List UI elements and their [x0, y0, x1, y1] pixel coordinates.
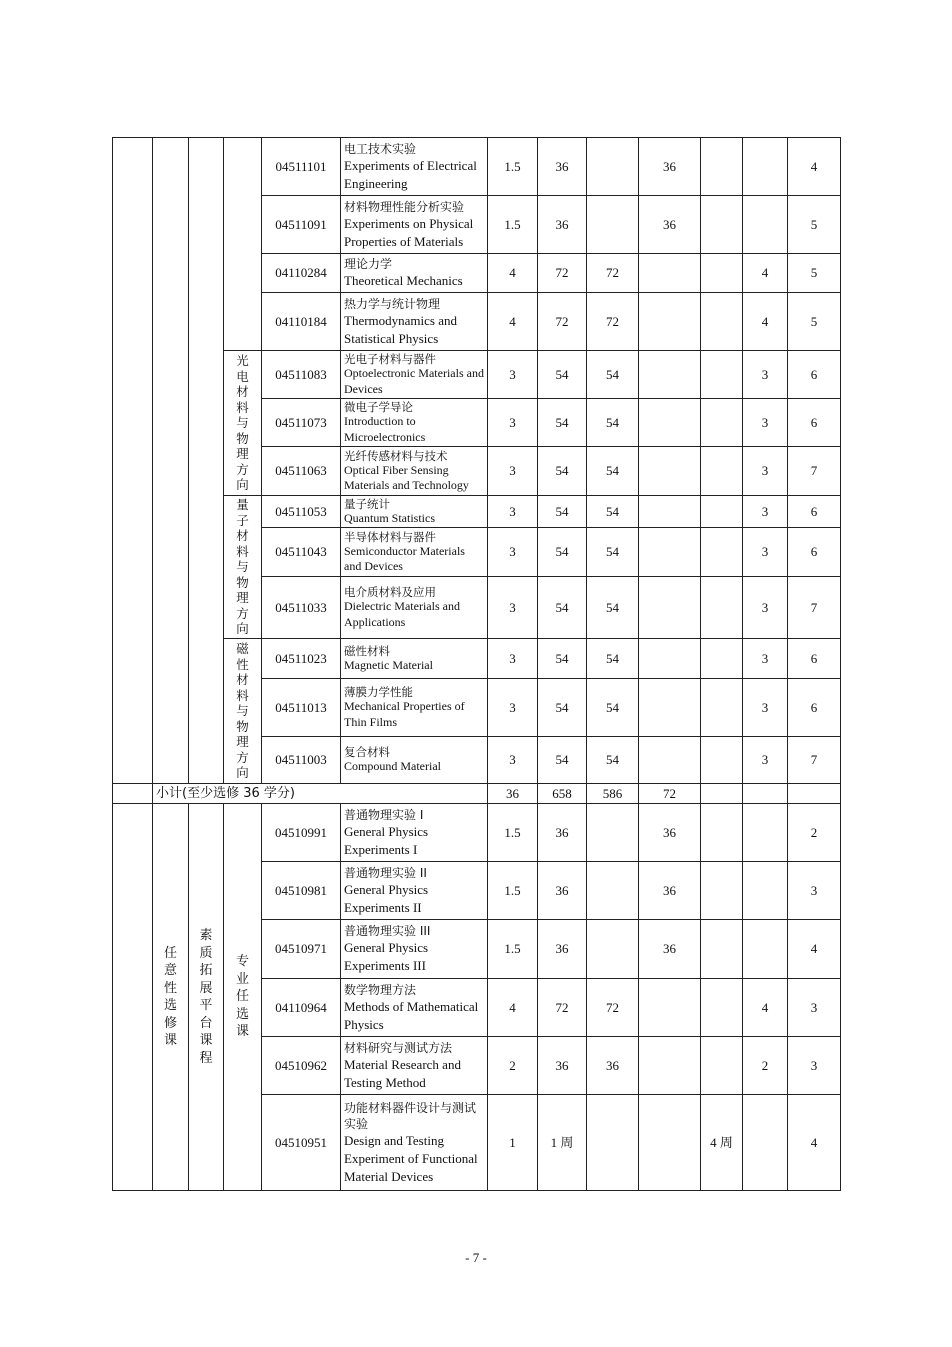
cell-semester: 6 — [788, 351, 841, 399]
cell-weekly: 3 — [743, 577, 788, 639]
cell-lecture: 54 — [587, 528, 639, 577]
cell-other — [701, 447, 743, 496]
course-name-en: Quantum Statistics — [344, 510, 435, 525]
cell-credits: 1.5 — [488, 920, 538, 979]
subtotal-label: 小计(至少选修 36 学分) — [153, 784, 488, 804]
direction-label — [189, 804, 224, 1191]
cell-credits: 1.5 — [488, 138, 538, 196]
course-name-en: Experiments of Electrical Engineering — [344, 157, 477, 191]
cell-weekly: 3 — [743, 351, 788, 399]
cell-weekly — [743, 862, 788, 920]
cell-semester: 6 — [788, 496, 841, 528]
platform-cell — [153, 138, 189, 784]
cell-semester: 5 — [788, 196, 841, 254]
cell-weekly: 3 — [743, 399, 788, 447]
course-name — [341, 496, 488, 528]
cell-credits: 3 — [488, 528, 538, 577]
cell-semester: 6 — [788, 639, 841, 679]
cell-hours: 72 — [538, 293, 587, 351]
cell-semester: 7 — [788, 577, 841, 639]
cell-lecture — [587, 920, 639, 979]
cell-lab — [639, 639, 701, 679]
cell-weekly — [743, 196, 788, 254]
cell-other — [701, 804, 743, 862]
cell-credits: 2 — [488, 1037, 538, 1095]
subtotal-hours: 658 — [538, 784, 587, 804]
course-name-en: General Physics Experiments II — [344, 881, 429, 915]
course-name-zh: 普通物理实验 III — [344, 924, 431, 938]
module-cell — [189, 138, 224, 784]
cell-hours: 1 周 — [538, 1095, 587, 1191]
cell-lecture — [587, 1095, 639, 1191]
cell-lab — [639, 447, 701, 496]
cell-other — [701, 496, 743, 528]
cell-semester: 6 — [788, 528, 841, 577]
course-name — [341, 639, 488, 679]
cell-credits: 3 — [488, 737, 538, 784]
course-code: 04511003 — [262, 737, 341, 784]
course-name-en: Theoretical Mechanics — [344, 273, 463, 288]
subtotal-semester — [788, 784, 841, 804]
cell-other — [701, 862, 743, 920]
cell-hours: 36 — [538, 804, 587, 862]
course-name — [341, 979, 488, 1037]
course-code: 04510951 — [262, 1095, 341, 1191]
course-name-zh: 光纤传感材料与技术 — [344, 448, 448, 463]
cell-hours: 54 — [538, 577, 587, 639]
course-name — [341, 254, 488, 293]
cell-credits: 3 — [488, 577, 538, 639]
cell-lab — [639, 254, 701, 293]
course-name — [341, 920, 488, 979]
course-name-en: Magnetic Material — [344, 657, 433, 672]
cell-lecture: 72 — [587, 293, 639, 351]
direction-label — [224, 351, 262, 496]
cell-semester: 4 — [788, 1095, 841, 1191]
cell-lecture: 54 — [587, 351, 639, 399]
cell-lab — [639, 679, 701, 737]
course-code: 04110964 — [262, 979, 341, 1037]
cell-lab — [639, 1095, 701, 1191]
cell-weekly: 3 — [743, 528, 788, 577]
course-code: 04510981 — [262, 862, 341, 920]
cell-weekly: 4 — [743, 979, 788, 1037]
course-code: 04510962 — [262, 1037, 341, 1095]
course-name — [341, 196, 488, 254]
category-cell — [113, 784, 153, 804]
cell-hours: 36 — [538, 1037, 587, 1095]
course-code: 04510971 — [262, 920, 341, 979]
cell-semester: 4 — [788, 920, 841, 979]
course-name-en: Optoelectronic Materials and Devices — [344, 366, 484, 396]
course-code: 04511013 — [262, 679, 341, 737]
course-name — [341, 804, 488, 862]
cell-lecture: 72 — [587, 254, 639, 293]
cell-lecture — [587, 138, 639, 196]
course-name-zh: 理论力学 — [344, 257, 393, 271]
cell-hours: 36 — [538, 138, 587, 196]
course-name-en: Material Research and Testing Method — [344, 1056, 461, 1090]
cell-semester: 5 — [788, 293, 841, 351]
cell-semester: 7 — [788, 447, 841, 496]
course-name-en: General Physics Experiments I — [344, 823, 429, 857]
cell-credits: 1 — [488, 1095, 538, 1191]
cell-other — [701, 1037, 743, 1095]
course-code: 04511043 — [262, 528, 341, 577]
course-name-zh: 量子统计 — [344, 496, 390, 511]
cell-semester: 3 — [788, 979, 841, 1037]
direction-cell-common — [224, 138, 262, 351]
vertical-text: 专业任选课 — [235, 954, 249, 1040]
cell-lecture — [587, 196, 639, 254]
course-code: 04511053 — [262, 496, 341, 528]
cell-hours: 54 — [538, 496, 587, 528]
table-row — [113, 138, 841, 196]
course-name-en: General Physics Experiments III — [344, 940, 429, 973]
course-name-en: Introduction to Microelectronics — [344, 414, 426, 444]
cell-lab — [639, 528, 701, 577]
cell-lab — [639, 1037, 701, 1095]
cell-semester: 6 — [788, 679, 841, 737]
cell-other — [701, 979, 743, 1037]
cell-weekly: 3 — [743, 679, 788, 737]
cell-credits: 3 — [488, 639, 538, 679]
cell-other: 4 周 — [701, 1095, 743, 1191]
cell-semester: 4 — [788, 138, 841, 196]
cell-lecture: 36 — [587, 1037, 639, 1095]
cell-lecture: 54 — [587, 679, 639, 737]
course-name-zh: 材料研究与测试方法 — [344, 1040, 453, 1055]
course-name-en: Semiconductor Materials and Devices — [344, 543, 465, 573]
course-name-zh: 普通物理实验 II — [344, 865, 427, 880]
cell-lecture — [587, 804, 639, 862]
cell-credits: 1.5 — [488, 862, 538, 920]
vertical-text: 光电材料与物理方向 — [236, 353, 249, 493]
cell-other — [701, 254, 743, 293]
course-code: 04511083 — [262, 351, 341, 399]
cell-lab: 36 — [639, 862, 701, 920]
course-name — [341, 528, 488, 577]
course-name-zh: 磁性材料 — [344, 643, 390, 658]
cell-hours: 54 — [538, 351, 587, 399]
subtotal-other — [701, 784, 743, 804]
cell-credits: 4 — [488, 293, 538, 351]
cell-lecture: 54 — [587, 737, 639, 784]
cell-hours: 36 — [538, 862, 587, 920]
course-code: 04511101 — [262, 138, 341, 196]
cell-weekly: 4 — [743, 254, 788, 293]
course-name-zh: 数学物理方法 — [344, 982, 417, 997]
course-name — [341, 862, 488, 920]
page-number: - 7 - — [465, 1250, 487, 1265]
course-table — [112, 137, 841, 1191]
cell-weekly: 3 — [743, 496, 788, 528]
category-cell — [113, 138, 153, 784]
cell-credits: 3 — [488, 351, 538, 399]
course-name — [341, 577, 488, 639]
vertical-text: 磁性材料与物理方向 — [236, 641, 249, 781]
direction-label — [224, 639, 262, 784]
course-name — [341, 138, 488, 196]
course-name-zh: 功能材料器件设计与测试实验 — [344, 1100, 477, 1131]
cell-hours: 54 — [538, 737, 587, 784]
cell-other — [701, 528, 743, 577]
cell-hours: 72 — [538, 254, 587, 293]
cell-lab — [639, 979, 701, 1037]
course-name-zh: 普通物理实验 I — [344, 807, 424, 822]
cell-other — [701, 351, 743, 399]
course-code: 04511091 — [262, 196, 341, 254]
cell-hours: 54 — [538, 399, 587, 447]
course-code: 04110184 — [262, 293, 341, 351]
cell-semester: 5 — [788, 254, 841, 293]
cell-credits: 4 — [488, 254, 538, 293]
cell-other — [701, 293, 743, 351]
vertical-text: 量子材料与物理方向 — [236, 497, 249, 637]
outer-cell — [113, 804, 153, 1191]
subtotal-lecture: 586 — [587, 784, 639, 804]
cell-credits: 3 — [488, 399, 538, 447]
course-name-zh: 光电子材料与器件 — [344, 352, 436, 366]
cell-lab — [639, 737, 701, 784]
course-code: 04110284 — [262, 254, 341, 293]
course-code: 04511063 — [262, 447, 341, 496]
course-name — [341, 679, 488, 737]
vertical-text: 任意性选修课 — [163, 945, 177, 1048]
cell-semester: 6 — [788, 399, 841, 447]
course-name-en: Thermodynamics and Statistical Physics — [344, 312, 457, 346]
cell-other — [701, 399, 743, 447]
cell-credits: 4 — [488, 979, 538, 1037]
course-name-zh: 材料物理性能分析实验 — [344, 199, 465, 214]
vertical-text: 素质拓展平台课程 — [199, 928, 213, 1066]
cell-other — [701, 679, 743, 737]
cell-semester: 3 — [788, 862, 841, 920]
cell-credits: 1.5 — [488, 196, 538, 254]
cell-hours: 36 — [538, 920, 587, 979]
direction-label — [153, 804, 189, 1191]
cell-weekly — [743, 920, 788, 979]
direction-label — [224, 496, 262, 639]
cell-credits: 3 — [488, 447, 538, 496]
cell-lecture: 72 — [587, 979, 639, 1037]
subtotal-credits: 36 — [488, 784, 538, 804]
cell-other — [701, 196, 743, 254]
course-name — [341, 293, 488, 351]
cell-lecture — [587, 862, 639, 920]
cell-other — [701, 639, 743, 679]
cell-lab — [639, 399, 701, 447]
cell-other — [701, 737, 743, 784]
course-code: 04511073 — [262, 399, 341, 447]
course-name-en: Mechanical Properties of Thin Films — [344, 699, 465, 729]
cell-credits: 3 — [488, 679, 538, 737]
cell-lab — [639, 577, 701, 639]
cell-weekly — [743, 804, 788, 862]
course-name-en: Dielectric Materials and Applications — [344, 599, 460, 629]
subtotal-weekly — [743, 784, 788, 804]
cell-weekly: 3 — [743, 447, 788, 496]
course-name — [341, 737, 488, 784]
course-name — [341, 1095, 488, 1191]
cell-lab — [639, 351, 701, 399]
cell-lab — [639, 496, 701, 528]
cell-lab: 36 — [639, 920, 701, 979]
course-name-en: Optical Fiber Sensing Materials and Technology — [344, 462, 469, 492]
cell-lab: 36 — [639, 804, 701, 862]
course-name — [341, 399, 488, 447]
cell-lecture: 54 — [587, 639, 639, 679]
course-name-zh: 热力学与统计物理 — [344, 296, 441, 311]
cell-hours: 36 — [538, 196, 587, 254]
course-name-en: Methods of Mathematical Physics — [344, 998, 479, 1032]
course-name-en: Compound Material — [344, 759, 441, 774]
course-name-zh: 电工技术实验 — [344, 141, 417, 156]
cell-weekly: 3 — [743, 737, 788, 784]
cell-hours: 54 — [538, 679, 587, 737]
cell-hours: 54 — [538, 639, 587, 679]
cell-lecture: 54 — [587, 447, 639, 496]
course-name — [341, 351, 488, 399]
subtotal-row — [113, 784, 841, 804]
cell-semester: 2 — [788, 804, 841, 862]
course-name — [341, 447, 488, 496]
cell-other — [701, 920, 743, 979]
cell-lab: 36 — [639, 196, 701, 254]
course-name-zh: 半导体材料与器件 — [344, 529, 436, 544]
direction-label — [224, 804, 262, 1191]
subtotal-lab: 72 — [639, 784, 701, 804]
cell-weekly — [743, 1095, 788, 1191]
cell-credits: 3 — [488, 496, 538, 528]
course-code: 04511023 — [262, 639, 341, 679]
cell-semester: 7 — [788, 737, 841, 784]
course-name-zh: 微电子学导论 — [344, 400, 413, 414]
cell-credits: 1.5 — [488, 804, 538, 862]
cell-other — [701, 577, 743, 639]
cell-lecture: 54 — [587, 496, 639, 528]
cell-weekly: 4 — [743, 293, 788, 351]
course-name-en: Design and Testing Experiment of Functional Material Devices — [344, 1132, 478, 1184]
table-row — [113, 804, 841, 862]
course-name-zh: 薄膜力学性能 — [344, 685, 413, 699]
course-code: 04511033 — [262, 577, 341, 639]
course-name-zh: 复合材料 — [344, 745, 390, 760]
cell-lecture: 54 — [587, 399, 639, 447]
cell-hours: 72 — [538, 979, 587, 1037]
cell-lab: 36 — [639, 138, 701, 196]
cell-weekly: 2 — [743, 1037, 788, 1095]
cell-semester: 3 — [788, 1037, 841, 1095]
cell-lecture: 54 — [587, 577, 639, 639]
cell-weekly: 3 — [743, 639, 788, 679]
cell-lab — [639, 293, 701, 351]
cell-hours: 54 — [538, 447, 587, 496]
course-name-zh: 电介质材料及应用 — [344, 585, 436, 599]
cell-other — [701, 138, 743, 196]
course-name — [341, 1037, 488, 1095]
cell-hours: 54 — [538, 528, 587, 577]
cell-weekly — [743, 138, 788, 196]
course-name-en: Experiments on Physical Properties of Materials — [344, 215, 474, 249]
course-code: 04510991 — [262, 804, 341, 862]
